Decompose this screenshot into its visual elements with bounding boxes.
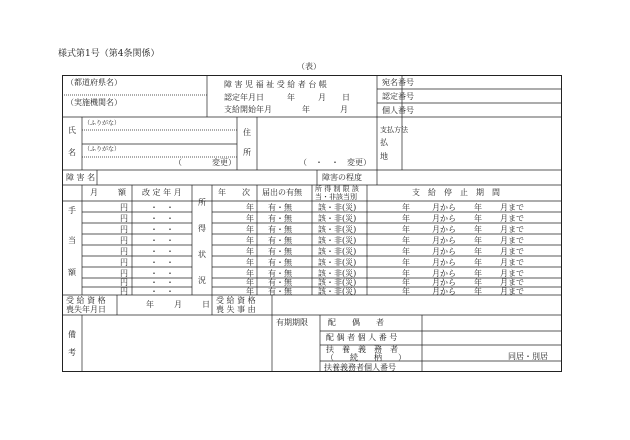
- address-label-1: 住: [243, 128, 251, 137]
- allowance-yen: 円: [120, 278, 128, 287]
- address-change: （ ・ ・ 変更）: [299, 158, 371, 167]
- spouse-number-label: 配 偶 者 個 人 番 号: [326, 333, 398, 342]
- suspend-to-year: 年: [474, 214, 482, 223]
- suspend-from: 月から: [432, 203, 456, 212]
- allowance-date: ・ ・: [150, 247, 174, 256]
- col-year: 年 次: [218, 188, 250, 197]
- income-report: 有・無: [268, 214, 292, 223]
- dependent-label-2: （ 続 柄 ）: [326, 353, 406, 362]
- suspend-to: 月まで: [500, 236, 524, 245]
- income-limit: 該・非(災): [318, 225, 357, 234]
- income-year: 年: [246, 214, 254, 223]
- payment-start-label: 支給開始年月: [224, 105, 272, 114]
- suspend-from-year: 年: [402, 247, 410, 256]
- agency-name: （実施機関名）: [66, 98, 122, 107]
- spouse-label: 配 偶 者: [328, 318, 384, 327]
- income-year: 年: [246, 247, 254, 256]
- income-report: 有・無: [268, 203, 292, 212]
- col-report: 届出の有無: [262, 188, 302, 197]
- suspend-to: 月まで: [500, 287, 524, 296]
- allowance-side-3: 額: [68, 268, 76, 277]
- allowance-date: ・ ・: [150, 269, 174, 278]
- remarks-label-2: 考: [68, 348, 76, 357]
- allowance-yen: 円: [120, 247, 128, 256]
- form-grid: [62, 75, 562, 372]
- income-limit: 該・非(災): [318, 278, 357, 287]
- loss-month: 月: [174, 300, 182, 309]
- payment-label-2: 払: [380, 138, 388, 147]
- suspend-to-year: 年: [474, 203, 482, 212]
- col-suspend: 支 給 停 止 期 間: [412, 188, 500, 197]
- allowance-yen: 円: [120, 203, 128, 212]
- allowance-date: ・ ・: [150, 236, 174, 245]
- ledger-title: 障 害 児 福 祉 受 給 者 台 帳: [224, 80, 327, 89]
- income-year: 年: [246, 269, 254, 278]
- side-label: （表）: [297, 62, 321, 71]
- suspend-from-year: 年: [402, 278, 410, 287]
- income-limit: 該・非(災): [318, 287, 357, 296]
- suspend-from: 月から: [432, 287, 456, 296]
- suspend-to-year: 年: [474, 258, 482, 267]
- suspend-to: 月まで: [500, 278, 524, 287]
- suspend-from-year: 年: [402, 269, 410, 278]
- dependent-number-label: 扶養義務者個人番号: [324, 363, 396, 372]
- loss-reason-label-2: 喪 失 事 由: [216, 305, 256, 314]
- suspend-to: 月まで: [500, 225, 524, 234]
- income-limit: 該・非(災): [318, 236, 357, 245]
- suspend-from: 月から: [432, 247, 456, 256]
- suspend-to-year: 年: [474, 236, 482, 245]
- name-label-2: 名: [68, 148, 76, 157]
- suspend-from-year: 年: [402, 236, 410, 245]
- suspend-from-year: 年: [402, 258, 410, 267]
- suspend-to-year: 年: [474, 287, 482, 296]
- period-label: 有期期限: [276, 318, 308, 327]
- allowance-date: ・ ・: [150, 214, 174, 223]
- suspend-from: 月から: [432, 214, 456, 223]
- col-month: 月: [90, 188, 98, 197]
- suspend-to-year: 年: [474, 278, 482, 287]
- name-change-paren: （: [174, 158, 182, 167]
- income-year: 年: [246, 236, 254, 245]
- income-report: 有・無: [268, 258, 292, 267]
- suspend-from-year: 年: [402, 287, 410, 296]
- suspend-to: 月まで: [500, 247, 524, 256]
- income-limit: 該・非(災): [318, 247, 357, 256]
- allowance-side-2: 当: [68, 236, 76, 245]
- prefecture-name: （都道府県名）: [66, 78, 122, 87]
- loss-date-label-2: 喪失年月日: [66, 305, 106, 314]
- allowance-yen: 円: [120, 225, 128, 234]
- certified-day: 日: [342, 93, 350, 102]
- cert-number-label: 認定番号: [382, 92, 414, 101]
- income-year: 年: [246, 278, 254, 287]
- col-revision: 改 定 年 月: [142, 188, 182, 197]
- loss-year: 年: [146, 300, 154, 309]
- income-year: 年: [246, 225, 254, 234]
- address-label-2: 所: [243, 148, 251, 157]
- col-limit-1: 所 得 制 限 該: [315, 185, 359, 193]
- furigana-2: （ふりがな）: [84, 146, 121, 153]
- income-report: 有・無: [268, 287, 292, 296]
- suspend-from-year: 年: [402, 214, 410, 223]
- suspend-from: 月から: [432, 269, 456, 278]
- allowance-yen: 円: [120, 214, 128, 223]
- form-number: 様式第1号（第4条関係）: [58, 49, 160, 59]
- income-side-3: 状: [198, 250, 206, 259]
- payment-label-3: 地: [380, 152, 388, 161]
- allowance-date: ・ ・: [150, 287, 174, 296]
- income-side-2: 得: [198, 224, 206, 233]
- payment-start-month: 月: [340, 105, 348, 114]
- allowance-side-1: 手: [68, 206, 76, 215]
- suspend-from: 月から: [432, 236, 456, 245]
- income-side-4: 況: [198, 276, 206, 285]
- income-year: 年: [246, 287, 254, 296]
- disability-degree-label: 障害の程度: [322, 173, 362, 182]
- suspend-to: 月まで: [500, 269, 524, 278]
- loss-day: 日: [202, 300, 210, 309]
- col-amount: 額: [118, 188, 126, 197]
- income-year: 年: [246, 203, 254, 212]
- suspend-to-year: 年: [474, 247, 482, 256]
- income-limit: 該・非(災): [318, 258, 357, 267]
- suspend-to: 月まで: [500, 258, 524, 267]
- allowance-yen: 円: [120, 269, 128, 278]
- personal-number-label: 個人番号: [382, 106, 414, 115]
- cohabit-label: 同居・別居: [508, 352, 548, 361]
- suspend-to: 月まで: [500, 203, 524, 212]
- income-limit: 該・非(災): [318, 214, 357, 223]
- name-label-1: 氏: [68, 126, 76, 135]
- payment-label-1: 支払方法: [380, 126, 408, 134]
- suspend-to-year: 年: [474, 269, 482, 278]
- allowance-yen: 円: [120, 258, 128, 267]
- allowance-date: ・ ・: [150, 225, 174, 234]
- loss-reason-label-1: 受 給 資 格: [216, 296, 256, 305]
- dependent-label-1: 扶 養 義 務 者: [326, 345, 398, 354]
- payment-start-year: 年: [302, 105, 310, 114]
- income-limit: 該・非(災): [318, 203, 357, 212]
- certified-year: 年: [287, 93, 295, 102]
- income-report: 有・無: [268, 236, 292, 245]
- ledger-form: [62, 75, 562, 372]
- address-number-label: 宛名番号: [382, 78, 414, 87]
- income-report: 有・無: [268, 247, 292, 256]
- suspend-from: 月から: [432, 278, 456, 287]
- suspend-from-year: 年: [402, 225, 410, 234]
- name-change: 変更）: [212, 158, 236, 167]
- certified-month: 月: [318, 93, 326, 102]
- suspend-from: 月から: [432, 225, 456, 234]
- col-limit-2: 当・非該当別: [315, 193, 357, 201]
- remarks-label-1: 備: [68, 330, 76, 339]
- allowance-yen: 円: [120, 236, 128, 245]
- suspend-to: 月まで: [500, 214, 524, 223]
- loss-date-label-1: 受 給 資 格: [66, 296, 106, 305]
- suspend-from: 月から: [432, 258, 456, 267]
- income-side-1: 所: [198, 198, 206, 207]
- allowance-date: ・ ・: [150, 278, 174, 287]
- suspend-from-year: 年: [402, 203, 410, 212]
- income-limit: 該・非(災): [318, 269, 357, 278]
- income-year: 年: [246, 258, 254, 267]
- suspend-to-year: 年: [474, 225, 482, 234]
- disability-name-label: 障 害 名: [66, 173, 96, 182]
- income-report: 有・無: [268, 269, 292, 278]
- furigana-1: （ふりがな）: [84, 120, 121, 127]
- income-report: 有・無: [268, 225, 292, 234]
- allowance-yen: 円: [120, 287, 128, 296]
- income-report: 有・無: [268, 278, 292, 287]
- allowance-date: ・ ・: [150, 203, 174, 212]
- allowance-date: ・ ・: [150, 258, 174, 267]
- certified-date-label: 認定年月日: [224, 93, 264, 102]
